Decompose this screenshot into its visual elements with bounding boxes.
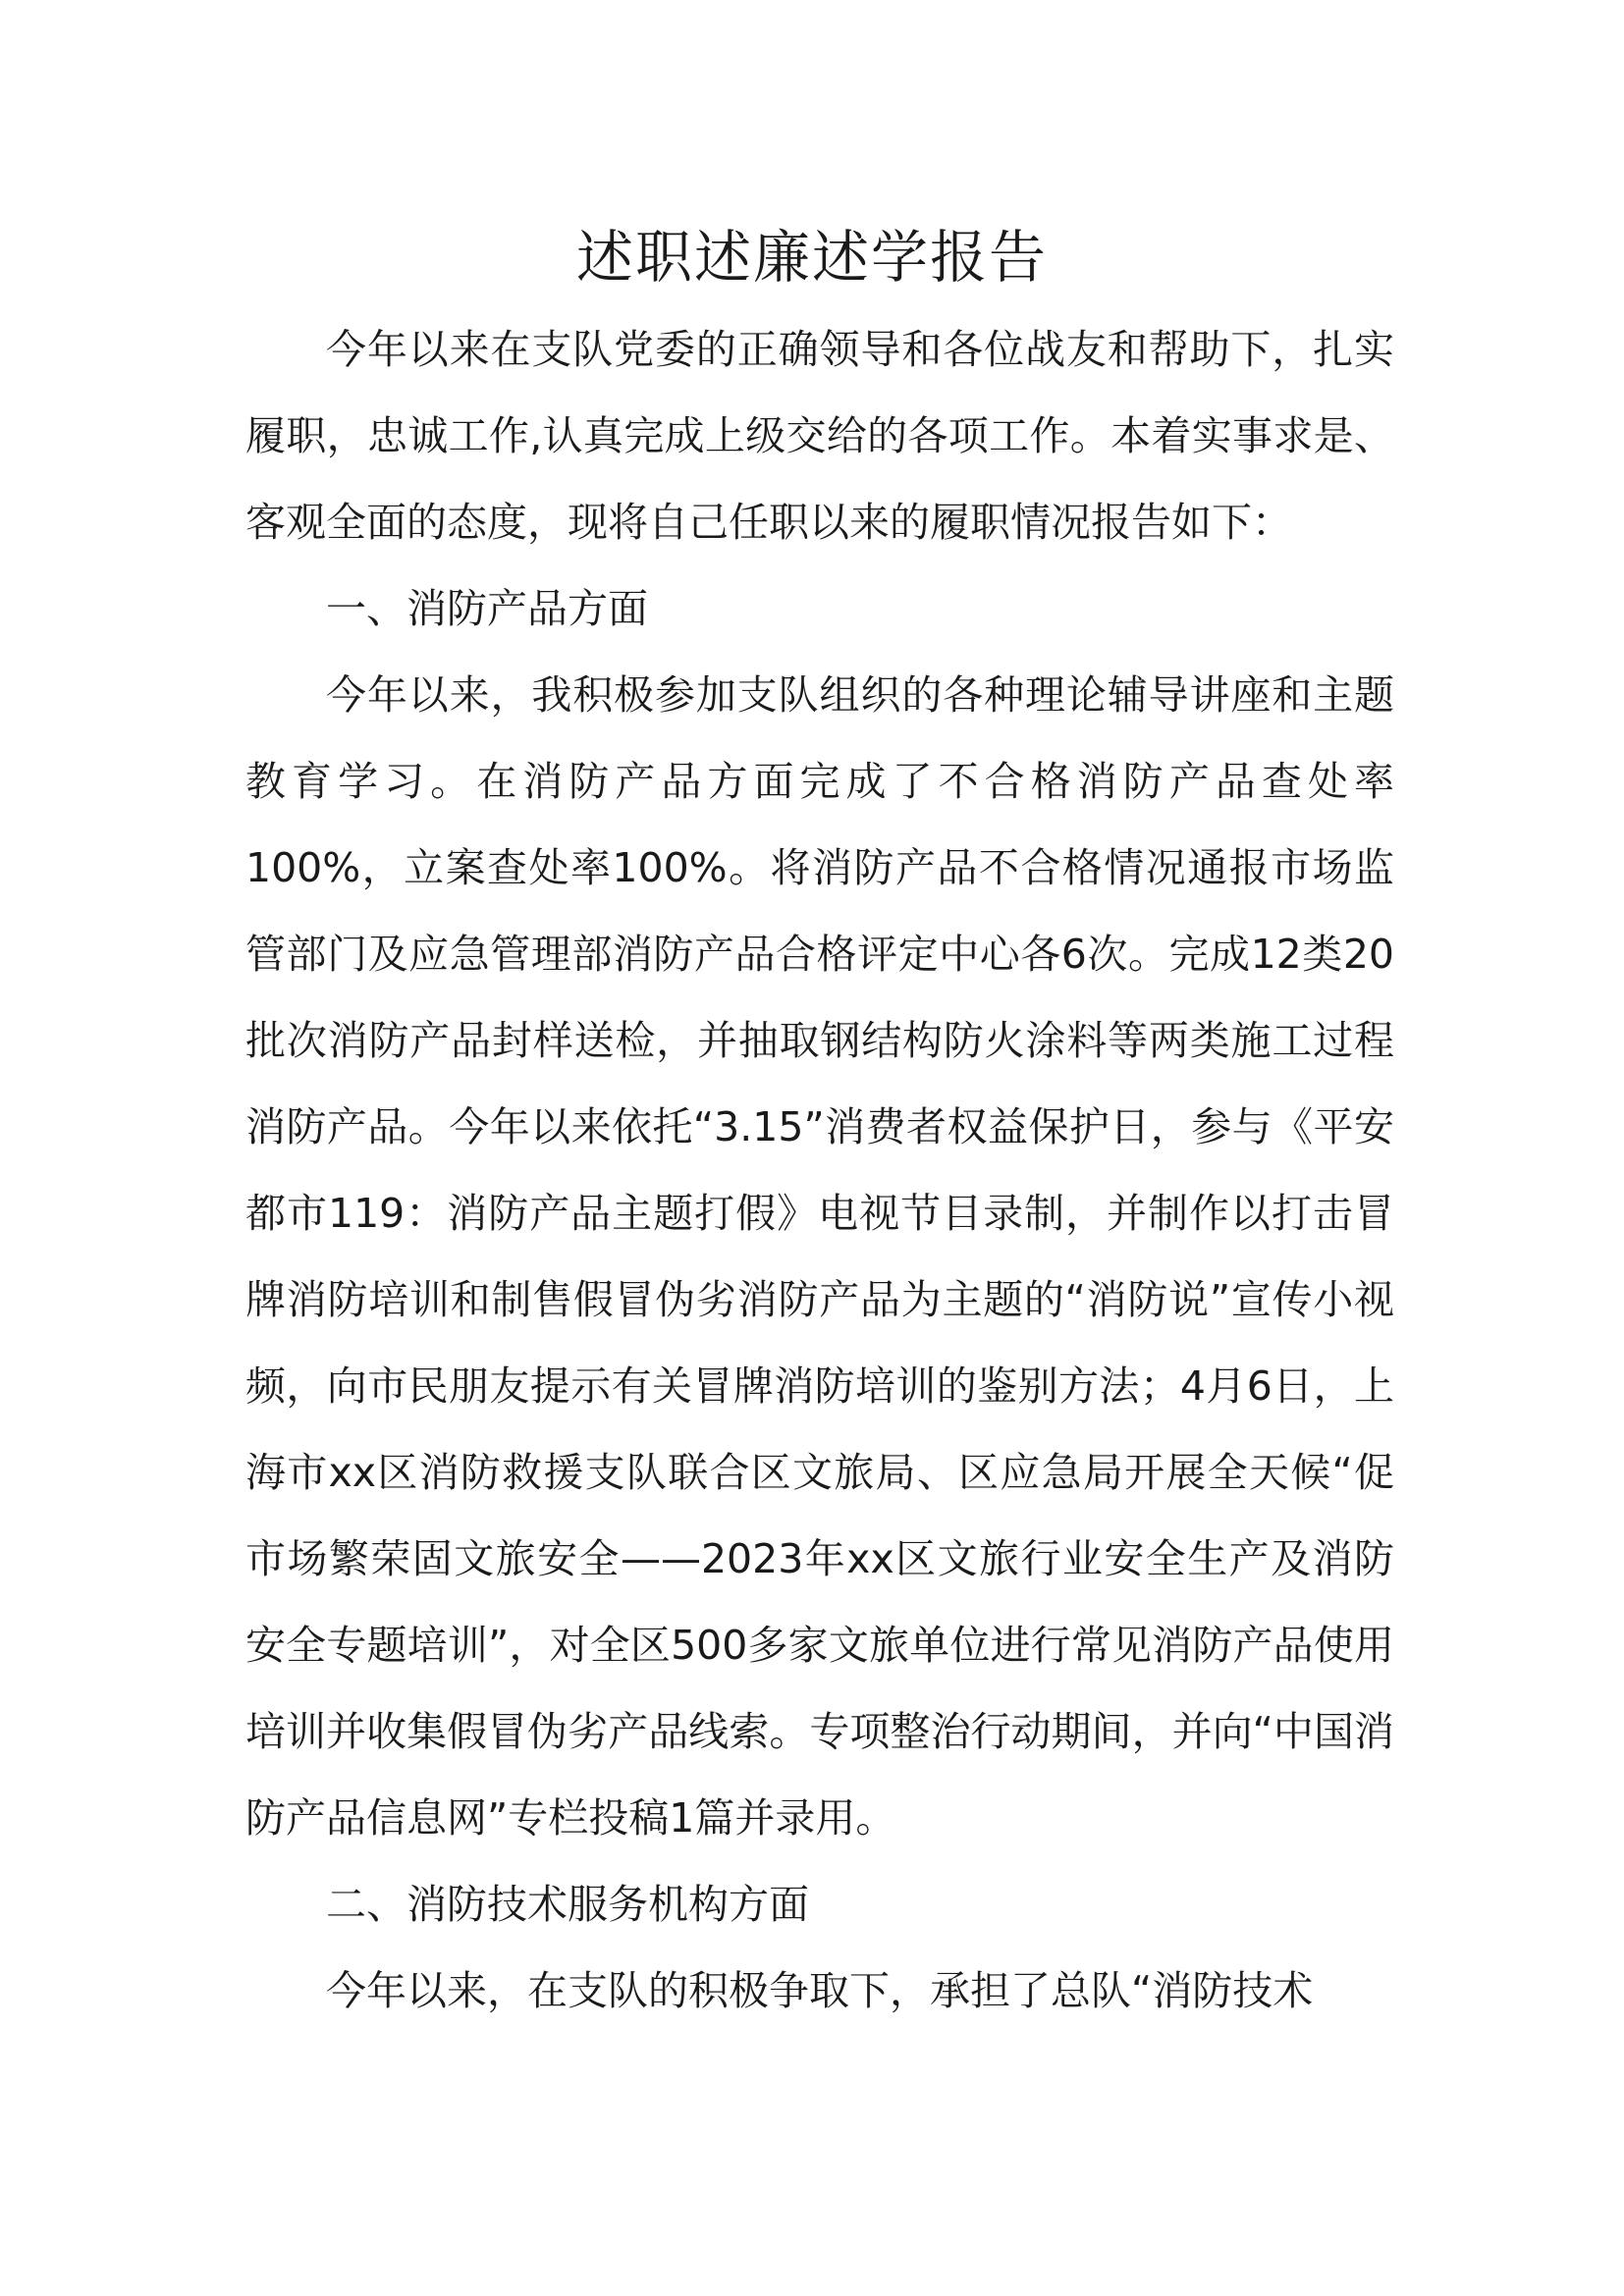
fire-products-paragraph: 今年以来，我积极参加支队组织的各种理论辅导讲座和主题教育学习。在消防产品方面完成了不合格消防产品查处率100%，立案查处率100%。将消防产品不合格情况通报市场监管部门及应急管理部消防产品合格评定中心各6次。完成12类20批次消防产品封样送检，并抽取钢结构防火涂料等两类施工过程消防产品。今年以来依托“3.15”消费者权益保护日，参与《平安都市119：消防产品主题打假》电视节目录制，并制作以打击冒牌消防培训和制售假冒伪劣消防产品为主题的“消防说”宣传小视频，向市民朋友提示有关冒牌消防培训的鉴别方法；4月6日，上海市xx区消防救援支队联合区文旅局、区应急局开展全天候“促市场繁荣固文旅安全——2023年xx区文旅行业安全生产及消防安全专题培训”，对全区500多家文旅单位进行常见消防产品使用培训并收集假冒伪劣产品线索。专项整治行动期间，并向“中国消防产品信息网”专栏投稿1篇并录用。 bbox=[245, 671, 1394, 1842]
technical-services-paragraph: 今年以来，在支队的积极争取下，承担了总队“消防技术 bbox=[326, 1967, 1314, 2014]
document-title: 述职述廉述学报告 bbox=[575, 224, 1048, 291]
section-heading-technical-services: 二、消防技术服务机构方面 bbox=[326, 1881, 809, 1928]
intro-paragraph: 今年以来在支队党委的正确领导和各位战友和帮助下，扎实履职，忠诚工作,认真完成上级交给的各项工作。本着实事求是、客观全面的态度，现将自己任职以来的履职情况报告如下： bbox=[245, 326, 1394, 546]
document-body bbox=[245, 306, 1394, 2034]
section-heading-fire-products: 一、消防产品方面 bbox=[326, 585, 648, 632]
